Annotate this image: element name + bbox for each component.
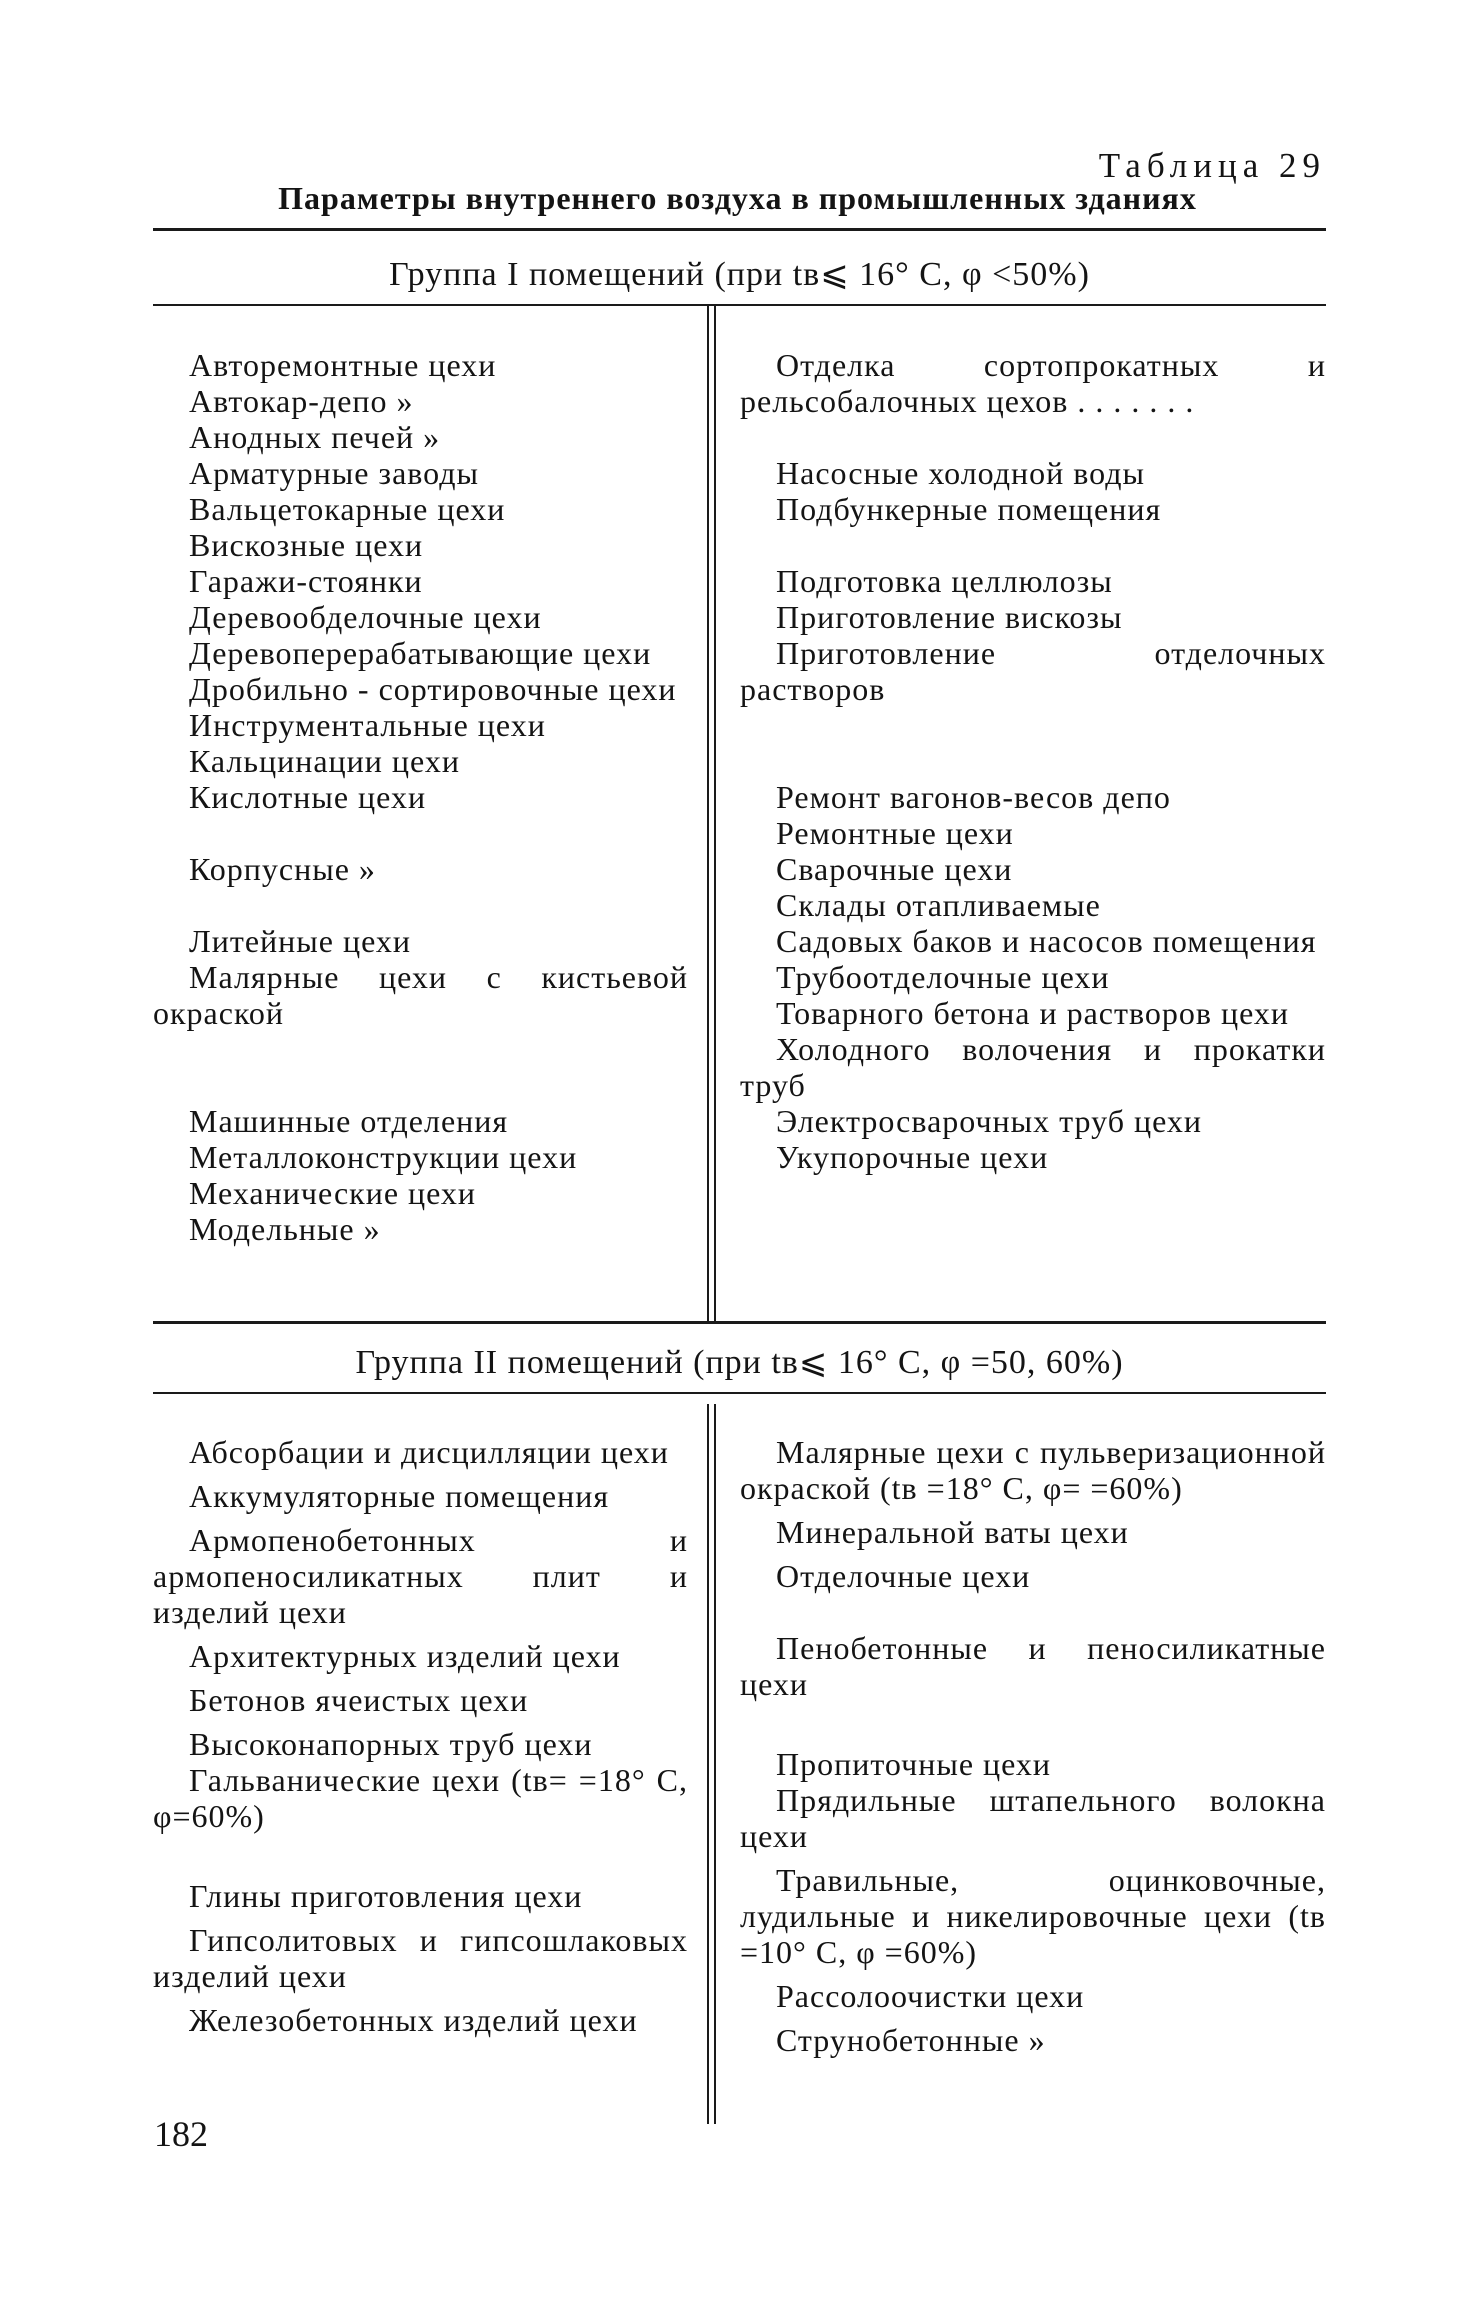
list-item: Насосные холодной воды	[776, 455, 1146, 491]
list-item: Кислотные цехи	[189, 779, 427, 815]
list-item: Рассолоочистки цехи	[776, 1978, 1085, 2014]
list-item: Вальцетокарные цехи	[189, 491, 506, 527]
list-item: Сварочные цехи	[776, 851, 1013, 887]
list-item: Трубоотделочные цехи	[776, 959, 1110, 995]
list-item: Авторемонтные цехи	[189, 347, 497, 383]
list-item: Минеральной ваты цехи	[776, 1514, 1129, 1550]
rule-group1-header	[153, 304, 1326, 306]
list-item: Малярные цехи с пульверизационной окраской (tв =18° С, φ= =60%)	[740, 1434, 1326, 1506]
column-divider-group2-double	[714, 1404, 716, 2124]
list-item: Высоконапорных труб цехи	[189, 1726, 593, 1762]
list-item: Садовых баков и насосов помещения	[776, 923, 1317, 959]
list-item: Деревообделочные цехи	[189, 599, 542, 635]
list-item: Укупорочные цехи	[776, 1139, 1049, 1175]
column-divider-group1-double	[714, 306, 716, 1321]
list-item: Глины приготовления цехи	[189, 1878, 583, 1914]
list-item: Деревоперерабатывающие цехи	[189, 635, 652, 671]
list-item: Железобетонных изделий цехи	[189, 2002, 638, 2038]
list-item: Прядильные штапельного волокна цехи	[740, 1782, 1326, 1854]
list-item: Гипсолитовых и гипсошлаковых изделий цехи	[153, 1922, 688, 1994]
group2-header: Группа II помещений (при tв⩽ 16° С, φ =50, 60%)	[355, 1344, 1124, 1381]
list-item: Дробильно - сортировочные цехи	[189, 671, 677, 707]
list-item: Пропиточные цехи	[776, 1746, 1052, 1782]
rule-group2-top	[153, 1321, 1326, 1324]
column-divider-group2	[707, 1404, 709, 2124]
list-item: Инструментальные цехи	[189, 707, 546, 743]
list-item: Ремонт вагонов-весов депо	[776, 779, 1171, 815]
list-item: Товарного бетона и растворов цехи	[776, 995, 1289, 1031]
list-item: Модельные »	[189, 1211, 381, 1247]
list-item: Травильные, оцинковочные, лудильные и никелировочные цехи (tв =10° С, φ =60%)	[740, 1862, 1326, 1970]
list-item: Автокар-депо »	[189, 383, 414, 419]
list-item: Малярные цехи с кистьевой окраской	[153, 959, 688, 1031]
table-title: Параметры внутреннего воздуха в промышленных зданиях	[278, 180, 1197, 216]
list-item: Приготовление отделочных растворов	[740, 635, 1326, 707]
list-item: Архитектурных изделий цехи	[189, 1638, 621, 1674]
group1-right-list	[740, 347, 1326, 1175]
table-number-label: Таблица 29	[1098, 146, 1326, 185]
list-item: Армопенобетонных и армопеносиликатных плит и изделий цехи	[153, 1522, 688, 1630]
column-divider-group1	[707, 306, 709, 1321]
list-item: Гаражи-стоянки	[189, 563, 423, 599]
list-item: Машинные отделения	[189, 1103, 509, 1139]
list-item: Отделка сортопрокатных и рельсобалочных цехов . . . . . . .	[740, 347, 1326, 419]
group2-right-list	[740, 1434, 1326, 2058]
group1-left-list	[153, 347, 688, 1247]
list-item: Струнобетонные »	[776, 2022, 1046, 2058]
list-item: Металлоконструкции цехи	[189, 1139, 578, 1175]
list-item: Механические цехи	[189, 1175, 477, 1211]
list-item: Подбункерные помещения	[776, 491, 1162, 527]
list-item: Пенобетонные и пеносиликатные цехи	[740, 1630, 1326, 1702]
list-item: Бетонов ячеистых цехи	[189, 1682, 529, 1718]
list-item: Кальцинации цехи	[189, 743, 460, 779]
list-item: Склады отапливаемые	[776, 887, 1101, 923]
list-item: Холодного волочения и прокатки труб	[740, 1031, 1326, 1103]
group2-left-list	[153, 1434, 688, 2038]
list-item: Подготовка целлюлозы	[776, 563, 1113, 599]
list-item: Вискозные цехи	[189, 527, 424, 563]
list-item: Абсорбации и дисцилляции цехи	[189, 1434, 669, 1470]
list-item: Корпусные »	[189, 851, 376, 887]
group1-header: Группа I помещений (при tв⩽ 16° С, φ <50%)	[389, 256, 1090, 293]
list-item: Аккумуляторные помещения	[189, 1478, 610, 1514]
list-item: Электросварочных труб цехи	[776, 1103, 1202, 1139]
list-item: Анодных печей »	[189, 419, 441, 455]
list-item: Приготовление вискозы	[776, 599, 1123, 635]
rule-group2-header	[153, 1392, 1326, 1394]
page-number: 182	[154, 2114, 208, 2154]
rule-top	[153, 228, 1326, 231]
list-item: Литейные цехи	[189, 923, 411, 959]
list-item: Отделочные цехи	[776, 1558, 1031, 1594]
list-item: Арматурные заводы	[189, 455, 480, 491]
list-item: Гальванические цехи (tв= =18° С, φ=60%)	[153, 1762, 688, 1834]
list-item: Ремонтные цехи	[776, 815, 1014, 851]
